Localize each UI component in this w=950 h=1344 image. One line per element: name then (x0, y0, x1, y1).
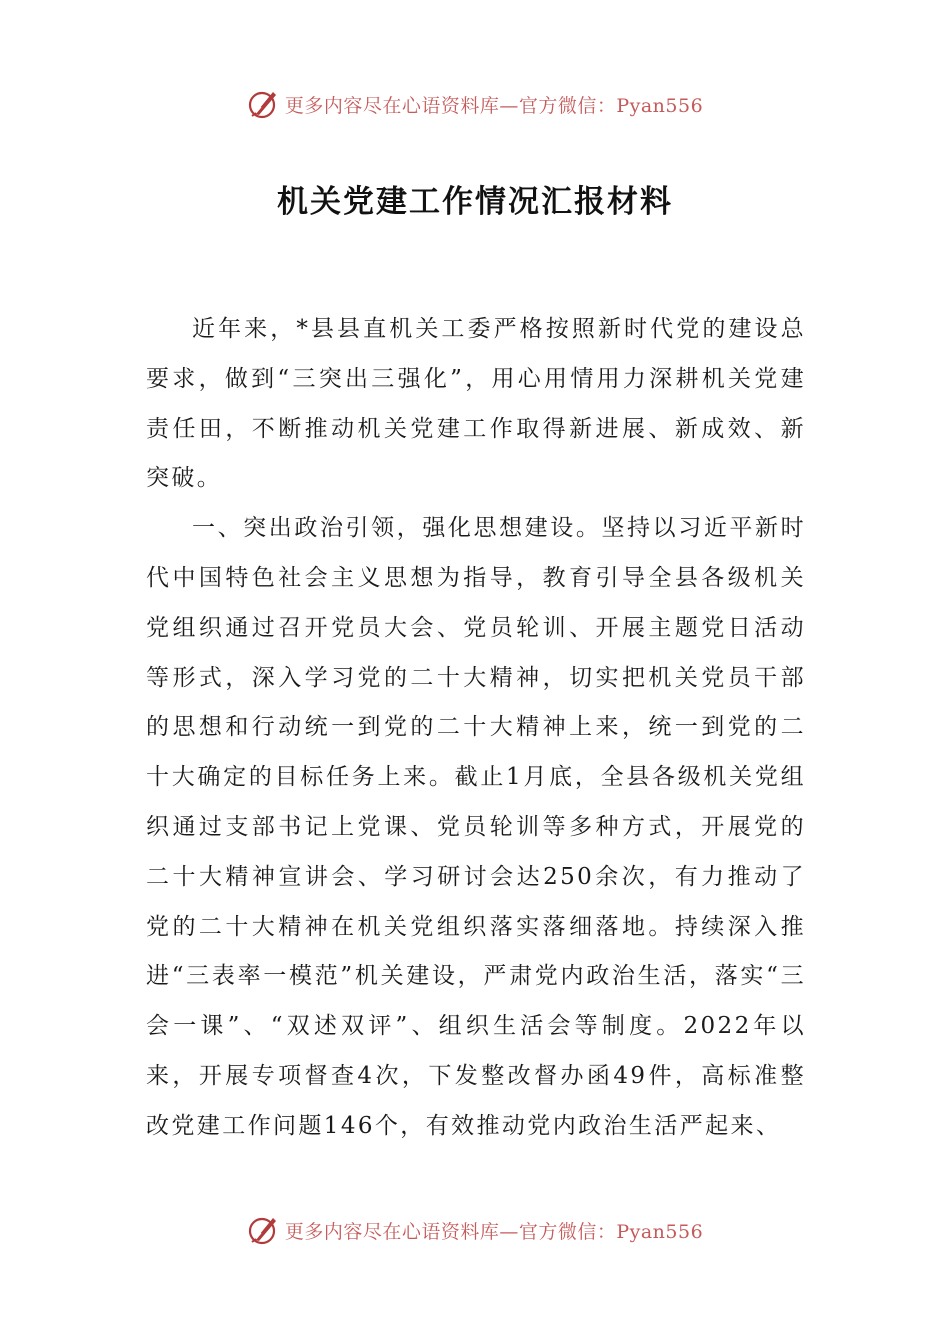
paragraph-section-one: 一、突出政治引领，强化思想建设。坚持以习近平新时代中国特色社会主义思想为指导，教育引导全县各级机关党组织通过召开党员大会、党员轮训、开展主题党日活动等形式，深入学习党的二十大精神，切实把机关党员干部的思想和行动统一到党的二十大精神上来，统一到党的二十大确定的目标任务上来。截止1月底，全县各级机关党组织通过支部书记上党课、党员轮训等多种方式，开展党的二十大精神宣讲会、学习研讨会达250余次，有力推动了党的二十大精神在机关党组织落实落细落地。持续深入推进“三表率一模范”机关建设，严肃党内政治生活，落实“三会一课”、“双述双评”、组织生活会等制度。2022年以来，开展专项督查4次，下发整改督办函49件，高标准整改党建工作问题146个，有效推动党内政治生活严起来、 (146, 515, 806, 1139)
paragraph-intro: 近年来，*县县直机关工委严格按照新时代党的建设总要求，做到“三突出三强化”，用心用情用力深耕机关党建责任田，不断推动机关党建工作取得新进展、新成效、新突破。 (146, 316, 806, 492)
header-watermark (0, 84, 950, 124)
quill-pen-circle-icon (247, 87, 281, 121)
document-body (146, 305, 806, 1152)
watermark-text: 更多内容尽在心语资料库—官方微信：Pyan556 (284, 94, 704, 117)
document-title: 机关党建工作情况汇报材料 (277, 184, 673, 220)
footer-watermark (0, 1210, 950, 1250)
quill-pen-circle-icon (247, 1213, 281, 1247)
watermark-text: 更多内容尽在心语资料库—官方微信：Pyan556 (284, 1220, 704, 1243)
